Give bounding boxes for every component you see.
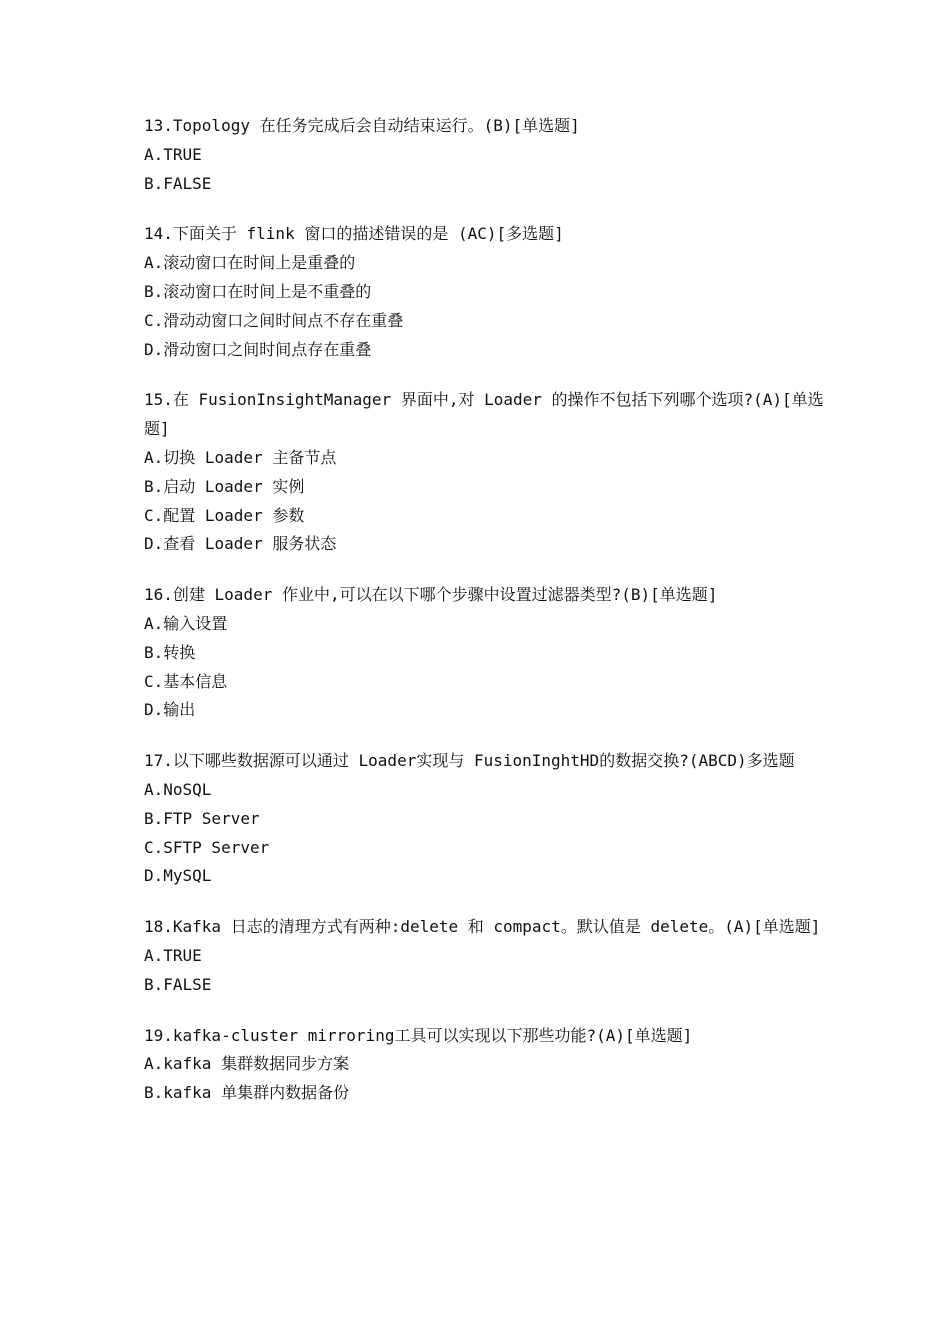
option-b: B.FALSE — [144, 974, 212, 994]
document-page — [144, 112, 824, 1130]
question-text: 15.在 FusionInsightManager 界面中,对 Loader 的操作不包括下列哪个选项?(A)[单选题] — [144, 390, 824, 439]
option-b: B.滚动窗口在时间上是不重叠的 — [144, 281, 372, 301]
question-text: 16.创建 Loader 作业中,可以在以下哪个步骤中设置过滤器类型?(B)[单选题] — [144, 585, 718, 605]
option-c: C.滑动动窗口之间时间点不存在重叠 — [144, 310, 404, 330]
option-a: A.切换 Loader 主备节点 — [144, 447, 337, 467]
question-text: 13.Topology 在任务完成后会自动结束运行。(B)[单选题] — [144, 116, 580, 135]
option-c: C.基本信息 — [144, 671, 228, 691]
question-13 — [144, 112, 824, 198]
option-a: A.kafka 集群数据同步方案 — [144, 1054, 350, 1074]
question-text: 18.Kafka 日志的清理方式有两种:delete 和 compact。默认值是 delete。(A)[单选题] — [144, 917, 821, 937]
option-d: D.滑动窗口之间时间点存在重叠 — [144, 339, 372, 359]
question-17 — [144, 747, 824, 891]
question-18 — [144, 913, 824, 999]
option-b: B.转换 — [144, 642, 196, 662]
option-b: B.FTP Server — [144, 808, 260, 828]
question-14 — [144, 220, 824, 364]
question-15 — [144, 386, 824, 559]
question-text: 14.下面关于 flink 窗口的描述错误的是 (AC)[多选题] — [144, 224, 564, 244]
option-a: A.输入设置 — [144, 613, 228, 633]
option-c: C.配置 Loader 参数 — [144, 505, 305, 525]
option-a: A.TRUE — [144, 144, 202, 164]
option-b: B.启动 Loader 实例 — [144, 476, 305, 496]
question-19 — [144, 1022, 824, 1108]
question-text: 19.kafka-cluster mirroring工具可以实现以下那些功能?(A)[单选题] — [144, 1025, 693, 1045]
option-a: A.NoSQL — [144, 779, 212, 799]
option-b: B.kafka 单集群内数据备份 — [144, 1083, 350, 1103]
option-d: D.输出 — [144, 700, 196, 720]
question-text: 17.以下哪些数据源可以通过 Loader实现与 FusionInghtHD的数据交换?(ABCD)多选题 — [144, 751, 795, 771]
option-d: D.查看 Loader 服务状态 — [144, 534, 337, 554]
option-b: B.FALSE — [144, 173, 212, 193]
option-a: A.TRUE — [144, 945, 202, 965]
option-d: D.MySQL — [144, 866, 212, 886]
option-a: A.滚动窗口在时间上是重叠的 — [144, 253, 356, 273]
option-c: C.SFTP Server — [144, 837, 270, 857]
question-16 — [144, 581, 824, 725]
